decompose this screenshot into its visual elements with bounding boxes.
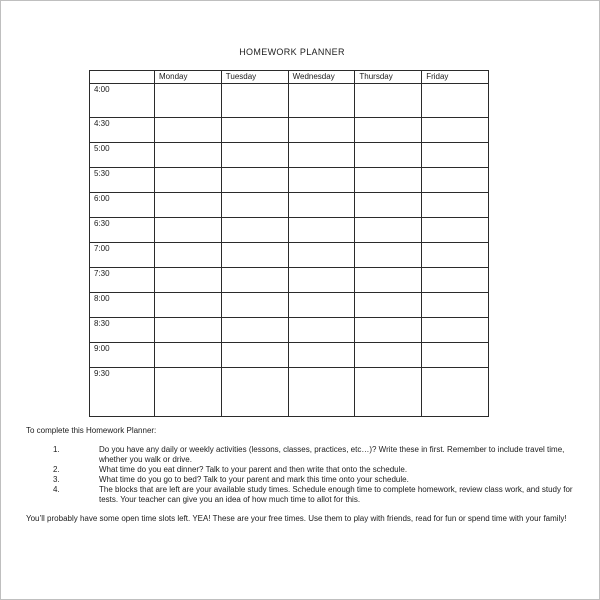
homework-planner-table [89,70,489,417]
planner-body [90,84,489,417]
instruction-step [26,465,576,475]
planner-entry-cell[interactable] [155,84,222,118]
instructions-closing [26,514,582,524]
planner-entry-cell[interactable] [355,318,422,343]
column-header-time [90,71,155,84]
time-label-cell [90,368,155,417]
instruction-step-text: What time do you eat dinner? Talk to your parent and then write that onto the schedule. [99,465,408,474]
time-label-cell [90,118,155,143]
planner-entry-cell[interactable] [355,368,422,417]
column-header-tuesday-label: Tuesday [225,72,257,81]
planner-entry-cell[interactable] [221,193,288,218]
planner-row [90,243,489,268]
planner-entry-cell[interactable] [155,168,222,193]
planner-entry-cell[interactable] [288,318,355,343]
time-label-cell [90,143,155,168]
instruction-step-number: 3. [53,475,60,484]
planner-entry-cell[interactable] [422,243,489,268]
instruction-step-number: 4. [53,485,60,494]
planner-row [90,143,489,168]
planner-entry-cell[interactable] [422,318,489,343]
planner-entry-cell[interactable] [221,143,288,168]
planner-entry-cell[interactable] [422,84,489,118]
column-header-time-label [90,71,154,72]
planner-entry-cell[interactable] [221,168,288,193]
planner-row [90,84,489,118]
planner-entry-cell[interactable] [155,318,222,343]
planner-entry-cell[interactable] [221,318,288,343]
planner-entry-cell[interactable] [155,218,222,243]
time-label-cell [90,168,155,193]
planner-entry-cell[interactable] [422,293,489,318]
planner-entry-cell[interactable] [221,243,288,268]
instruction-step [26,475,576,485]
planner-entry-cell[interactable] [288,84,355,118]
time-label-cell [90,268,155,293]
instruction-step-text: What time do you go to bed? Talk to your parent and mark this time onto your schedule. [99,475,409,484]
planner-entry-cell[interactable] [288,243,355,268]
planner-entry-cell[interactable] [221,218,288,243]
time-label-cell [90,218,155,243]
planner-entry-cell[interactable] [355,268,422,293]
time-label: 4:00 [94,85,110,94]
planner-entry-cell[interactable] [155,368,222,417]
time-label: 5:00 [94,144,110,153]
instruction-step-number: 1. [53,445,60,454]
planner-entry-cell[interactable] [355,84,422,118]
planner-entry-cell[interactable] [155,268,222,293]
time-label: 5:30 [94,169,110,178]
instructions-steps-list [26,445,576,505]
planner-entry-cell[interactable] [221,84,288,118]
column-header-tuesday [221,71,288,84]
time-label: 7:00 [94,244,110,253]
instruction-step-number: 2. [53,465,60,474]
column-header-friday-label: Friday [426,72,449,81]
instruction-step [26,485,576,505]
planner-entry-cell[interactable] [288,193,355,218]
planner-row [90,318,489,343]
planner-entry-cell[interactable] [288,143,355,168]
planner-entry-cell[interactable] [155,118,222,143]
planner-entry-cell[interactable] [221,293,288,318]
planner-entry-cell[interactable] [221,343,288,368]
planner-entry-cell[interactable] [422,343,489,368]
time-label: 6:00 [94,194,110,203]
column-header-wednesday-label: Wednesday [292,72,335,81]
planner-entry-cell[interactable] [422,218,489,243]
planner-row [90,218,489,243]
time-label-cell [90,318,155,343]
column-header-monday-label: Monday [159,72,188,81]
planner-entry-cell[interactable] [422,118,489,143]
planner-row [90,293,489,318]
planner-entry-cell[interactable] [155,293,222,318]
planner-entry-cell[interactable] [288,218,355,243]
planner-entry-cell[interactable] [422,168,489,193]
time-label-cell [90,243,155,268]
planner-entry-cell[interactable] [288,168,355,193]
planner-row [90,193,489,218]
time-label: 7:30 [94,269,110,278]
planner-entry-cell[interactable] [155,343,222,368]
planner-entry-cell[interactable] [355,293,422,318]
time-label-cell [90,343,155,368]
planner-entry-cell[interactable] [422,268,489,293]
planner-row [90,268,489,293]
instructions-intro: To complete this Homework Planner: [26,426,157,435]
planner-row [90,343,489,368]
planner-entry-cell[interactable] [355,168,422,193]
planner-row [90,368,489,417]
planner-entry-cell[interactable] [422,143,489,168]
column-header-thursday [355,71,422,84]
instruction-step [26,445,576,465]
page-title: HOMEWORK PLANNER [239,47,345,57]
column-header-monday [155,71,222,84]
planner-row [90,118,489,143]
planner-entry-cell[interactable] [355,193,422,218]
time-label-cell [90,193,155,218]
planner-entry-cell[interactable] [355,143,422,168]
planner-entry-cell[interactable] [422,193,489,218]
time-label-cell [90,293,155,318]
time-label: 9:30 [94,369,110,378]
planner-entry-cell[interactable] [355,243,422,268]
planner-header-row [90,71,489,84]
planner-entry-cell[interactable] [288,368,355,417]
planner-entry-cell[interactable] [288,293,355,318]
planner-header-row-group [90,71,489,84]
time-label: 6:30 [94,219,110,228]
instructions-section [26,426,576,524]
planner-entry-cell[interactable] [221,368,288,417]
time-label-cell [90,84,155,118]
planner-entry-cell[interactable] [355,343,422,368]
planner-entry-cell[interactable] [288,118,355,143]
time-label: 4:30 [94,119,110,128]
planner-entry-cell[interactable] [288,343,355,368]
planner-entry-cell[interactable] [221,268,288,293]
planner-entry-cell[interactable] [355,118,422,143]
instructions-closing-text: You’ll probably have some open time slots left. YEA! These are your free times. Use them to play with friends, read for fun or spend time with your family! [26,514,567,523]
planner-entry-cell[interactable] [355,218,422,243]
planner-entry-cell[interactable] [155,143,222,168]
planner-entry-cell[interactable] [221,118,288,143]
time-label: 8:30 [94,319,110,328]
time-label: 9:00 [94,344,110,353]
planner-entry-cell[interactable] [155,193,222,218]
planner-entry-cell[interactable] [422,368,489,417]
column-header-friday [422,71,489,84]
instruction-step-text: The blocks that are left are your available study times. Schedule enough time to complete homework, review class work, and study for tests. Your teacher can give you an idea of how much time to allot for this. [99,485,573,504]
planner-entry-cell[interactable] [288,268,355,293]
planner-row [90,168,489,193]
planner-entry-cell[interactable] [155,243,222,268]
column-header-thursday-label: Thursday [359,72,393,81]
instruction-step-text: Do you have any daily or weekly activities (lessons, classes, practices, etc…)? Write these in first. Remember to include travel time, whether you walk or drive. [99,445,565,464]
column-header-wednesday [288,71,355,84]
time-label: 8:00 [94,294,110,303]
